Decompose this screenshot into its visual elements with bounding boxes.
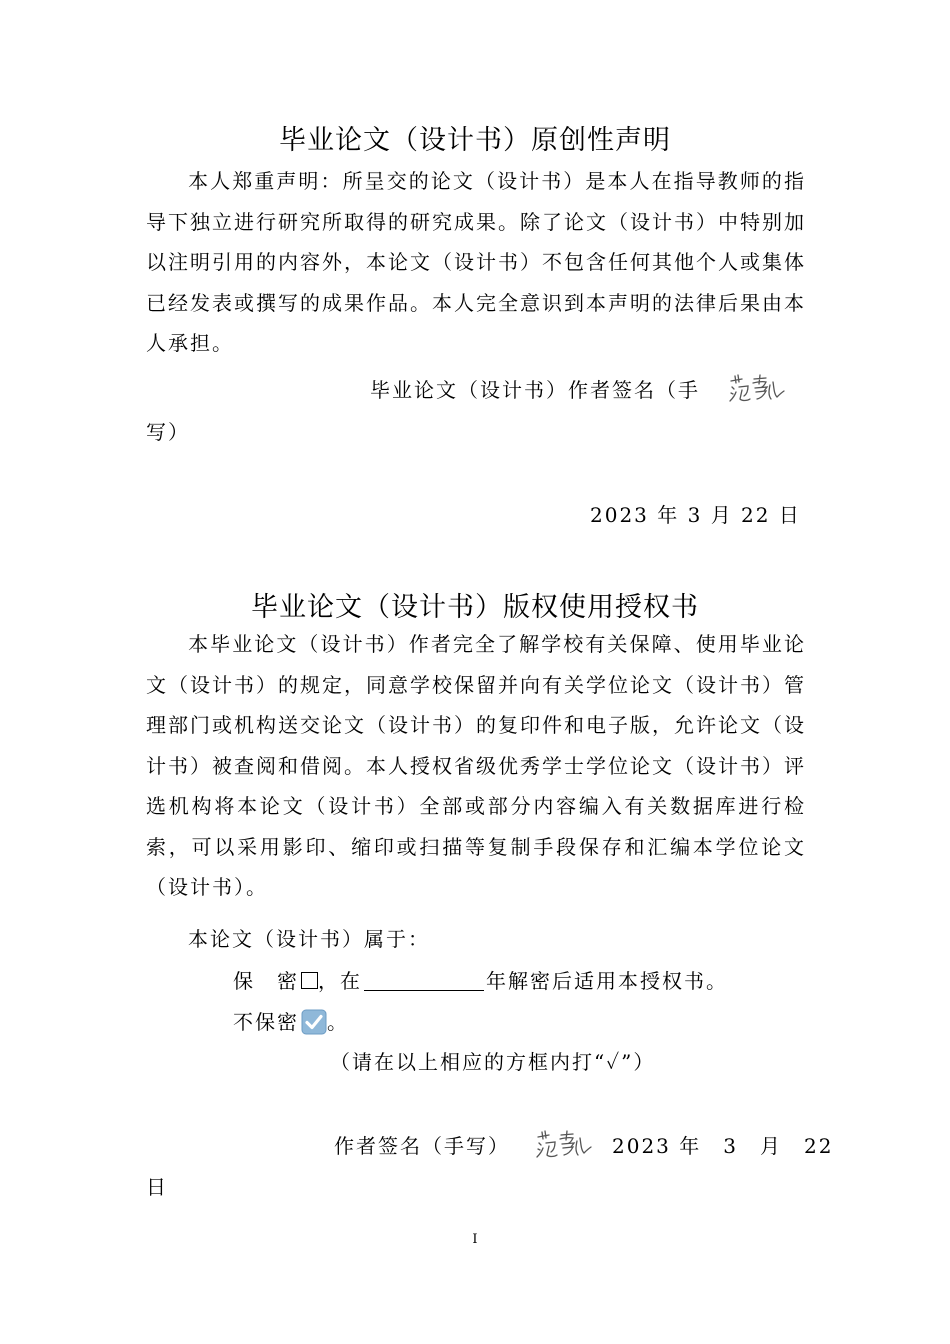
author-signature-label: 作者签名（手写） — [334, 1134, 510, 1158]
option-not-secret-row — [233, 1006, 349, 1035]
option-not-secret-label: 不保密 — [233, 1010, 299, 1034]
originality-date: 2023 年 3 月 22 日 — [590, 503, 801, 527]
declassify-year-blank[interactable] — [364, 970, 484, 991]
page-number: I — [472, 1232, 478, 1247]
originality-paragraph — [146, 161, 806, 364]
originality-signature-label-wrap: 写） — [146, 420, 190, 444]
option-secret-label: 保 密 — [233, 969, 299, 993]
originality-title: 毕业论文（设计书）原创性声明 — [279, 125, 671, 156]
handwritten-signature-1 — [728, 372, 790, 406]
originality-signature-label: 毕业论文（设计书）作者签名（手 — [370, 378, 700, 402]
authorization-paragraph-text: 本毕业论文（设计书）作者完全了解学校有关保障、使用毕业论文（设计书）的规定，同意学校保留并向有关学位论文（设计书）管理部门或机构送交论文（设计书）的复印件和电子版，允许论文（设计书）被查阅和借阅。本人授权省级优秀学士学位论文（设计书）评选机构将本论文（设计书）全部或部分内容编入有关数据库进行检索，可以采用影印、缩印或扫描等复制手段保存和汇编本学位论文（设计书）。 — [146, 632, 806, 899]
authorization-paragraph — [146, 624, 806, 908]
originality-paragraph-text: 本人郑重声明：所呈交的论文（设计书）是本人在指导教师的指导下独立进行研究所取得的研究成果。除了论文（设计书）中特别加以注明引用的内容外，本论文（设计书）不包含任何其他个人或集体已经发表或撰写的成果作品。本人完全意识到本声明的法律后果由本人承担。 — [146, 169, 806, 355]
secret-checkbox[interactable] — [301, 972, 318, 989]
option-secret-suffix: 年解密后适用本授权书。 — [486, 969, 728, 993]
author-signature-date-tail: 日 — [146, 1175, 168, 1199]
authorization-title: 毕业论文（设计书）版权使用授权书 — [251, 592, 699, 623]
option-not-secret-suffix: 。 — [327, 1010, 349, 1034]
belongs-label: 本论文（设计书）属于： — [188, 927, 430, 951]
option-secret-middle: ，在 — [318, 969, 362, 993]
option-secret-row — [233, 965, 728, 994]
not-secret-checkbox-checked-icon[interactable] — [301, 1009, 327, 1035]
author-signature-date: 2023 年 3 月 22 — [612, 1134, 834, 1158]
handwritten-signature-2 — [535, 1128, 597, 1162]
checkbox-instruction: （请在以上相应的方框内打“✓”） — [330, 1050, 656, 1074]
